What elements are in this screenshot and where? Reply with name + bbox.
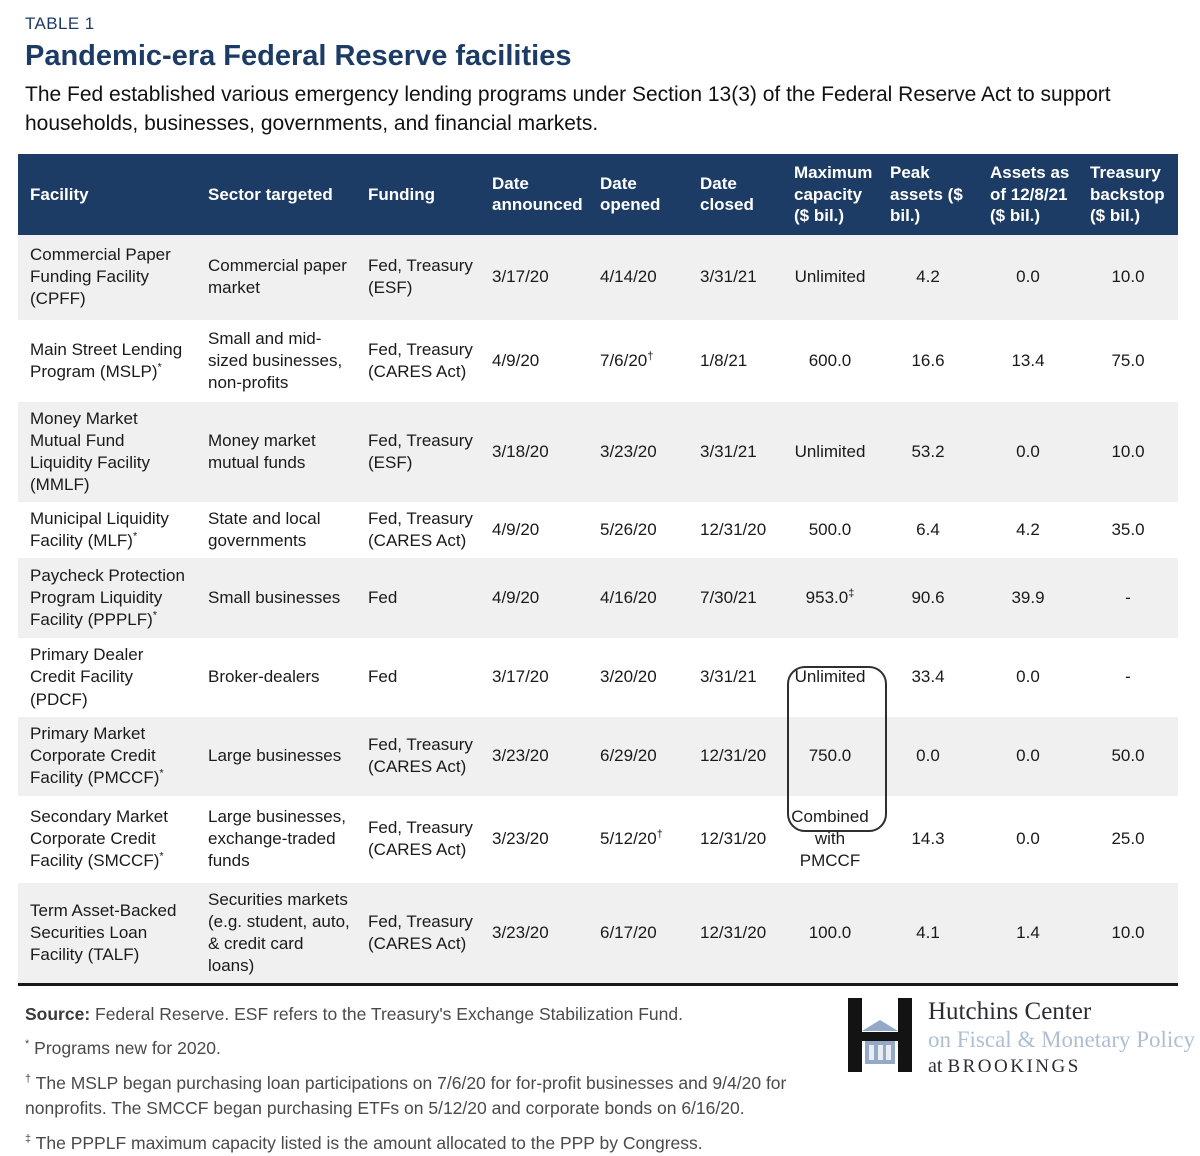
cell-date-closed: 3/31/21 [700, 267, 757, 287]
cell-peak-assets: 4.2 [916, 267, 940, 287]
cell-funding: Fed, Treasury (ESF) [368, 430, 473, 473]
cell-sector: Small businesses [208, 588, 341, 608]
cell-facility: Commercial Paper Funding Facility (CPFF) [30, 245, 171, 309]
logo-line-brookings: at BROOKINGS [928, 1055, 1081, 1078]
cell-max-capacity: 600.0 [808, 350, 852, 370]
page-title: Pandemic-era Federal Reserve facilities [25, 40, 572, 72]
cell-peak-assets: 33.4 [911, 667, 945, 687]
table-row-mslp [18, 320, 1178, 402]
cell-date-announced: 3/23/20 [480, 883, 588, 985]
cell-assets-date: 1.4 [978, 883, 1078, 985]
cell-date-closed: 3/31/21 [700, 667, 757, 687]
cell-treasury-backstop: 50.0 [1111, 746, 1145, 766]
logo-line-hutchins: Hutchins Center [928, 998, 1092, 1026]
cell-funding: Fed [368, 588, 398, 608]
col-header-facility: Facility [18, 154, 196, 235]
col-header-sector: Sector targeted [196, 154, 356, 235]
cell-max-capacity: 500.0 [808, 520, 852, 540]
cell-funding: Fed, Treasury (CARES Act) [368, 735, 473, 777]
cell-assets-date: 39.9 [1011, 588, 1045, 608]
col-header-treasury-backstop: Treasury backstop ($ bil.) [1078, 154, 1178, 235]
cell-date-announced: 4/9/20 [492, 588, 540, 608]
cell-date-announced: 4/9/20 [492, 350, 540, 370]
footnote-dagger: † The MSLP began purchasing loan participations on 7/6/20 for for-profit businesses and 9/4/20 for nonprofits. The SMCCF began purchasing ETFs on 5/12/20 and corporate bonds on 6/16/20. [25, 1072, 787, 1119]
cell-date-opened: 3/23/20 [600, 441, 657, 461]
cell-date-opened: 3/20/20 [600, 667, 657, 687]
cell-date-closed: 12/31/20 [700, 746, 767, 766]
cell-date-announced: 4/9/20 [492, 520, 540, 540]
cell-funding: Fed, Treasury (CARES Act) [368, 339, 473, 381]
facilities-table-wrap [18, 154, 1178, 986]
cell-treasury-backstop: 10.0 [1111, 267, 1145, 287]
cell-peak-assets: 4.1 [878, 883, 978, 985]
cell-date-closed: 12/31/20 [700, 829, 767, 849]
cell-date-opened: 4/16/20 [600, 588, 657, 608]
cell-assets-date: 4.2 [1016, 520, 1040, 540]
facilities-table [18, 154, 1178, 986]
cell-facility: Paycheck Protection Program Liquidity Facility (PPPLF)* [30, 566, 185, 630]
footnotes [25, 1002, 840, 1156]
table-row-mlf [18, 502, 1178, 558]
cell-assets-date: 0.0 [1016, 267, 1040, 287]
cell-assets-date: 0.0 [1016, 667, 1040, 687]
cell-peak-assets: 16.6 [911, 350, 945, 370]
cell-facility: Municipal Liquidity Facility (MLF)* [30, 509, 169, 551]
cell-date-announced: 3/23/20 [492, 829, 549, 849]
cell-date-closed: 12/31/20 [700, 520, 767, 540]
col-header-date-announced: Date announced [480, 154, 588, 235]
cell-max-capacity: Unlimited [794, 267, 866, 287]
cell-date-closed: 3/31/21 [700, 441, 757, 461]
cell-treasury-backstop: 10.0 [1078, 883, 1178, 985]
footer [0, 986, 1200, 1156]
cell-facility: Money Market Mutual Fund Liquidity Facility (MMLF) [30, 408, 150, 495]
hutchins-h-building-icon [848, 998, 912, 1072]
cell-facility: Main Street Lending Program (MSLP)* [30, 339, 183, 381]
cell-max-capacity: 100.0 [782, 883, 878, 985]
cell-date-opened: 5/12/20† [600, 828, 663, 849]
cell-date-opened: 7/6/20† [600, 350, 654, 370]
cell-date-opened: 4/14/20 [600, 267, 657, 287]
cell-sector: Large businesses, exchange-traded funds [208, 807, 346, 871]
cell-peak-assets: 90.6 [911, 588, 945, 608]
cell-assets-date: 0.0 [1016, 441, 1040, 461]
cell-treasury-backstop: - [1125, 588, 1131, 608]
cell-peak-assets: 0.0 [916, 746, 940, 766]
page-subtitle: The Fed established various emergency lending programs under Section 13(3) of the Federal Reserve Act to support households, businesses, governments, and financial markets. [25, 82, 1111, 135]
cell-date-announced: 3/17/20 [492, 267, 549, 287]
cell-funding: Fed, Treasury (CARES Act) [368, 509, 473, 551]
cell-sector: Securities markets (e.g. student, auto, & credit card loans) [196, 883, 356, 985]
cell-max-capacity: 750.0 [808, 746, 852, 766]
cell-date-announced: 3/18/20 [492, 441, 549, 461]
cell-treasury-backstop: 10.0 [1111, 441, 1145, 461]
col-header-peak-assets: Peak assets ($ bil.) [878, 154, 978, 235]
footnote-double-dagger: ‡ The PPPLF maximum capacity listed is the amount allocated to the PPP by Congress. [25, 1132, 703, 1153]
cell-sector: Large businesses [208, 746, 342, 766]
cell-date-announced: 3/23/20 [492, 746, 549, 766]
table-header-row [18, 154, 1178, 235]
table-row-smccf [18, 796, 1178, 883]
cell-funding: Fed, Treasury (CARES Act) [368, 818, 473, 860]
cell-facility: Primary Dealer Credit Facility (PDCF) [30, 645, 144, 709]
cell-assets-date: 13.4 [1011, 350, 1045, 370]
cell-sector: Commercial paper market [208, 256, 347, 298]
hutchins-brookings-logo [848, 998, 1195, 1080]
cell-date-opened: 6/29/20 [600, 746, 657, 766]
cell-date-announced: 3/17/20 [492, 667, 549, 687]
cell-facility: Primary Market Corporate Credit Facility (PMCCF)* [30, 724, 164, 788]
source-note: Source: Federal Reserve. ESF refers to the Treasury's Exchange Stabilization Fund. [25, 1004, 683, 1025]
cell-treasury-backstop: - [1125, 667, 1131, 687]
table-row-pdcf [18, 638, 1178, 716]
cell-max-capacity: 953.0‡ [805, 587, 855, 608]
cell-sector: State and local governments [208, 509, 321, 551]
cell-date-closed: 12/31/20 [688, 883, 782, 985]
cell-treasury-backstop: 75.0 [1111, 350, 1145, 370]
table-row-talf [18, 883, 1178, 985]
cell-funding: Fed, Treasury (ESF) [368, 256, 473, 298]
cell-max-capacity: Combined with PMCCF [791, 807, 869, 871]
cell-facility: Secondary Market Corporate Credit Facility (SMCCF)* [30, 807, 168, 871]
cell-max-capacity: Unlimited [794, 667, 866, 687]
cell-date-opened: 5/26/20 [600, 520, 657, 540]
cell-assets-date: 0.0 [1016, 746, 1040, 766]
col-header-assets-date: Assets as of 12/8/21 ($ bil.) [978, 154, 1078, 235]
table-row-pmccf [18, 717, 1178, 796]
cell-peak-assets: 14.3 [911, 829, 945, 849]
table-row-mmlf [18, 402, 1178, 502]
col-header-date-closed: Date closed [688, 154, 782, 235]
cell-peak-assets: 53.2 [911, 441, 945, 461]
table-row-cpff [18, 235, 1178, 320]
logo-line-fiscal-monetary: on Fiscal & Monetary Policy [928, 1026, 1196, 1052]
cell-treasury-backstop: 25.0 [1111, 829, 1145, 849]
cell-date-closed: 7/30/21 [700, 588, 757, 608]
col-header-funding: Funding [356, 154, 480, 235]
title-block [0, 0, 1200, 139]
cell-funding: Fed, Treasury (CARES Act) [356, 883, 480, 985]
cell-sector: Money market mutual funds [208, 430, 316, 473]
cell-date-closed: 1/8/21 [700, 350, 748, 370]
table-row-ppplf [18, 558, 1178, 638]
cell-facility: Term Asset-Backed Securities Loan Facility (TALF) [18, 883, 196, 985]
cell-sector: Broker-dealers [208, 667, 320, 687]
cell-max-capacity: Unlimited [794, 441, 866, 461]
col-header-date-opened: Date opened [588, 154, 688, 235]
cell-assets-date: 0.0 [1016, 829, 1040, 849]
table-kicker: TABLE 1 [25, 14, 95, 33]
cell-sector: Small and mid-sized businesses, non-profits [208, 328, 343, 392]
cell-date-opened: 6/17/20 [588, 883, 688, 985]
cell-peak-assets: 6.4 [916, 520, 940, 540]
footnote-asterisk: * Programs new for 2020. [25, 1038, 221, 1059]
col-header-max-capacity: Maximum capacity ($ bil.) [782, 154, 878, 235]
logo-text [928, 998, 1195, 1080]
cell-funding: Fed [368, 667, 398, 687]
cell-treasury-backstop: 35.0 [1111, 520, 1145, 540]
